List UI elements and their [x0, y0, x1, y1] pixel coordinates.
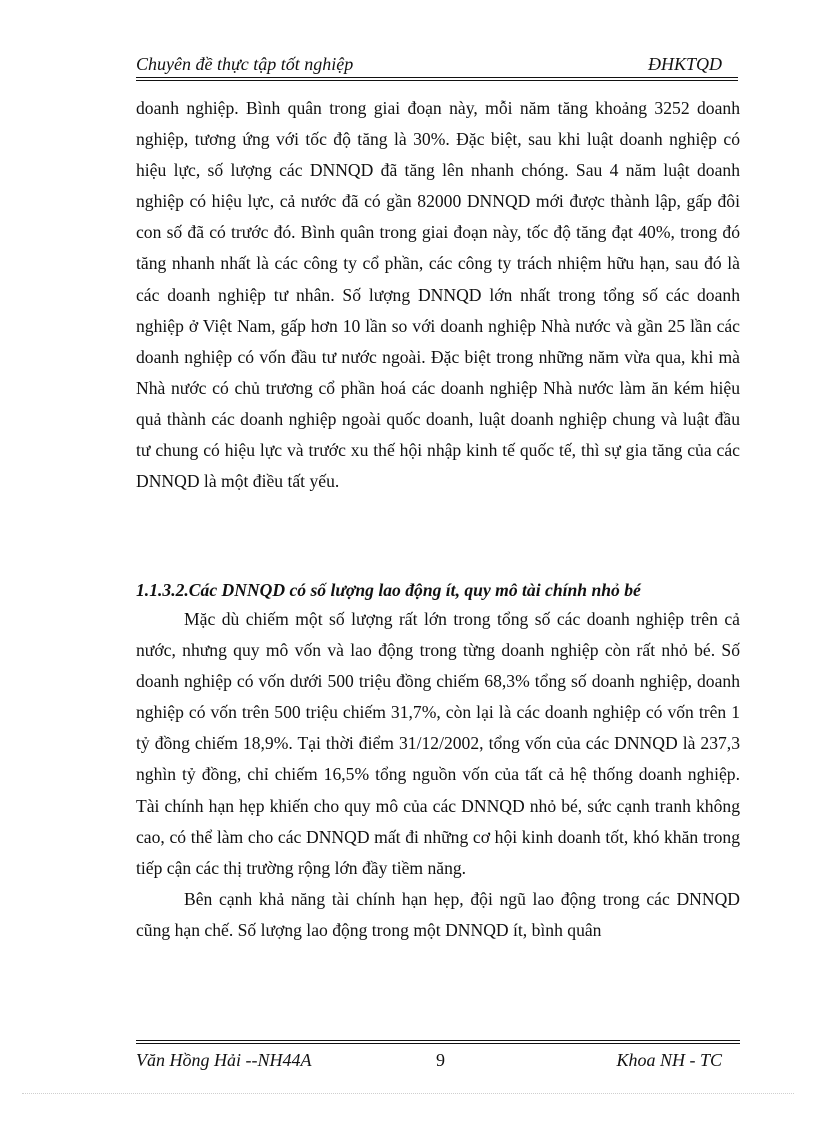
- header-institution: ĐHKTQD: [647, 54, 722, 74]
- page-number: 9: [436, 1050, 445, 1070]
- paragraph: Bên cạnh khả năng tài chính hạn hẹp, đội ngũ lao động trong các DNNQD cũng hạn chế. Số lượng lao động trong một DNNQD ít, bình quân: [136, 888, 740, 940]
- footer-author: Văn Hồng Hải --NH44A: [136, 1050, 312, 1070]
- footer-department: Khoa NH - TC: [616, 1050, 722, 1070]
- header-rule: [136, 77, 738, 78]
- page-footer: [136, 1040, 740, 1076]
- body-text-bottom: [136, 604, 740, 946]
- page-header: [136, 52, 738, 78]
- footer-rule-double: [136, 1043, 740, 1044]
- paragraph: doanh nghiệp. Bình quân trong giai đoạn này, mỗi năm tăng khoảng 3252 doanh nghiệp, tương ứng với tốc độ tăng là 30%. Đặc biệt, sau khi luật doanh nghiệp có hiệu lực, số lượng các DNNQD đã tăng lên nhanh chóng. Sau 4 năm luật doanh nghiệp có hiệu lực, cả nước đã có gần 82000 DNNQD mới được thành lập, gấp đôi con số đã có trước đó. Bình quân trong giai đoạn này, tốc độ tăng đạt 40%, trong đó tăng nhanh nhất là các công ty cổ phần, các công ty trách nhiệm hữu hạn, sau đó là các doanh nghiệp tư nhân. Số lượng DNNQD lớn nhất trong tổng số các doanh nghiệp ở Việt Nam, gấp hơn 10 lần so với doanh nghiệp Nhà nước và gần 25 lần các doanh nghiệp có vốn đầu tư nước ngoài. Đặc biệt trong những năm vừa qua, khi mà Nhà nước có chủ trương cổ phần hoá các doanh nghiệp Nhà nước làm ăn kém hiệu quả thành các doanh nghiệp ngoài quốc doanh, luật doanh nghiệp chung và luật đầu tư chung có hiệu lực và trước xu thế hội nhập kinh tế quốc tế, thì sự gia tăng của các DNNQD là một điều tất yếu.: [136, 98, 740, 492]
- header-title: Chuyên đề thực tập tốt nghiệp: [136, 54, 354, 74]
- paragraph: Mặc dù chiếm một số lượng rất lớn trong tổng số các doanh nghiệp trên cả nước, nhưng quy mô vốn và lao động trong từng doanh nghiệp còn rất nhỏ bé. Số doanh nghiệp có vốn dưới 500 triệu đồng chiếm 68,3% tổng số doanh nghiệp, doanh nghiệp có vốn trên 500 triệu chiếm 31,7%, còn lại là các doanh nghiệp có vốn trên 1 tỷ đồng chiếm 18,9%. Tại thời điểm 31/12/2002, tổng vốn của các DNNQD là 237,3 nghìn tỷ đồng, chỉ chiếm 16,5% tổng nguồn vốn của tất cả hệ thống doanh nghiệp. Tài chính hạn hẹp khiến cho quy mô của các DNNQD nhỏ bé, sức cạnh tranh không cao, có thể làm cho các DNNQD mất đi những cơ hội kinh doanh tốt, khó khăn trong tiếp cận các thị trường rộng lớn đầy tiềm năng.: [136, 609, 740, 878]
- section-heading: 1.1.3.2.Các DNNQD có số lượng lao động ít, quy mô tài chính nhỏ bé: [136, 580, 641, 600]
- body-text-top: [136, 93, 740, 497]
- footer-rule: [136, 1040, 740, 1041]
- header-rule-double: [136, 80, 738, 81]
- page-edge-divider: [22, 1093, 794, 1094]
